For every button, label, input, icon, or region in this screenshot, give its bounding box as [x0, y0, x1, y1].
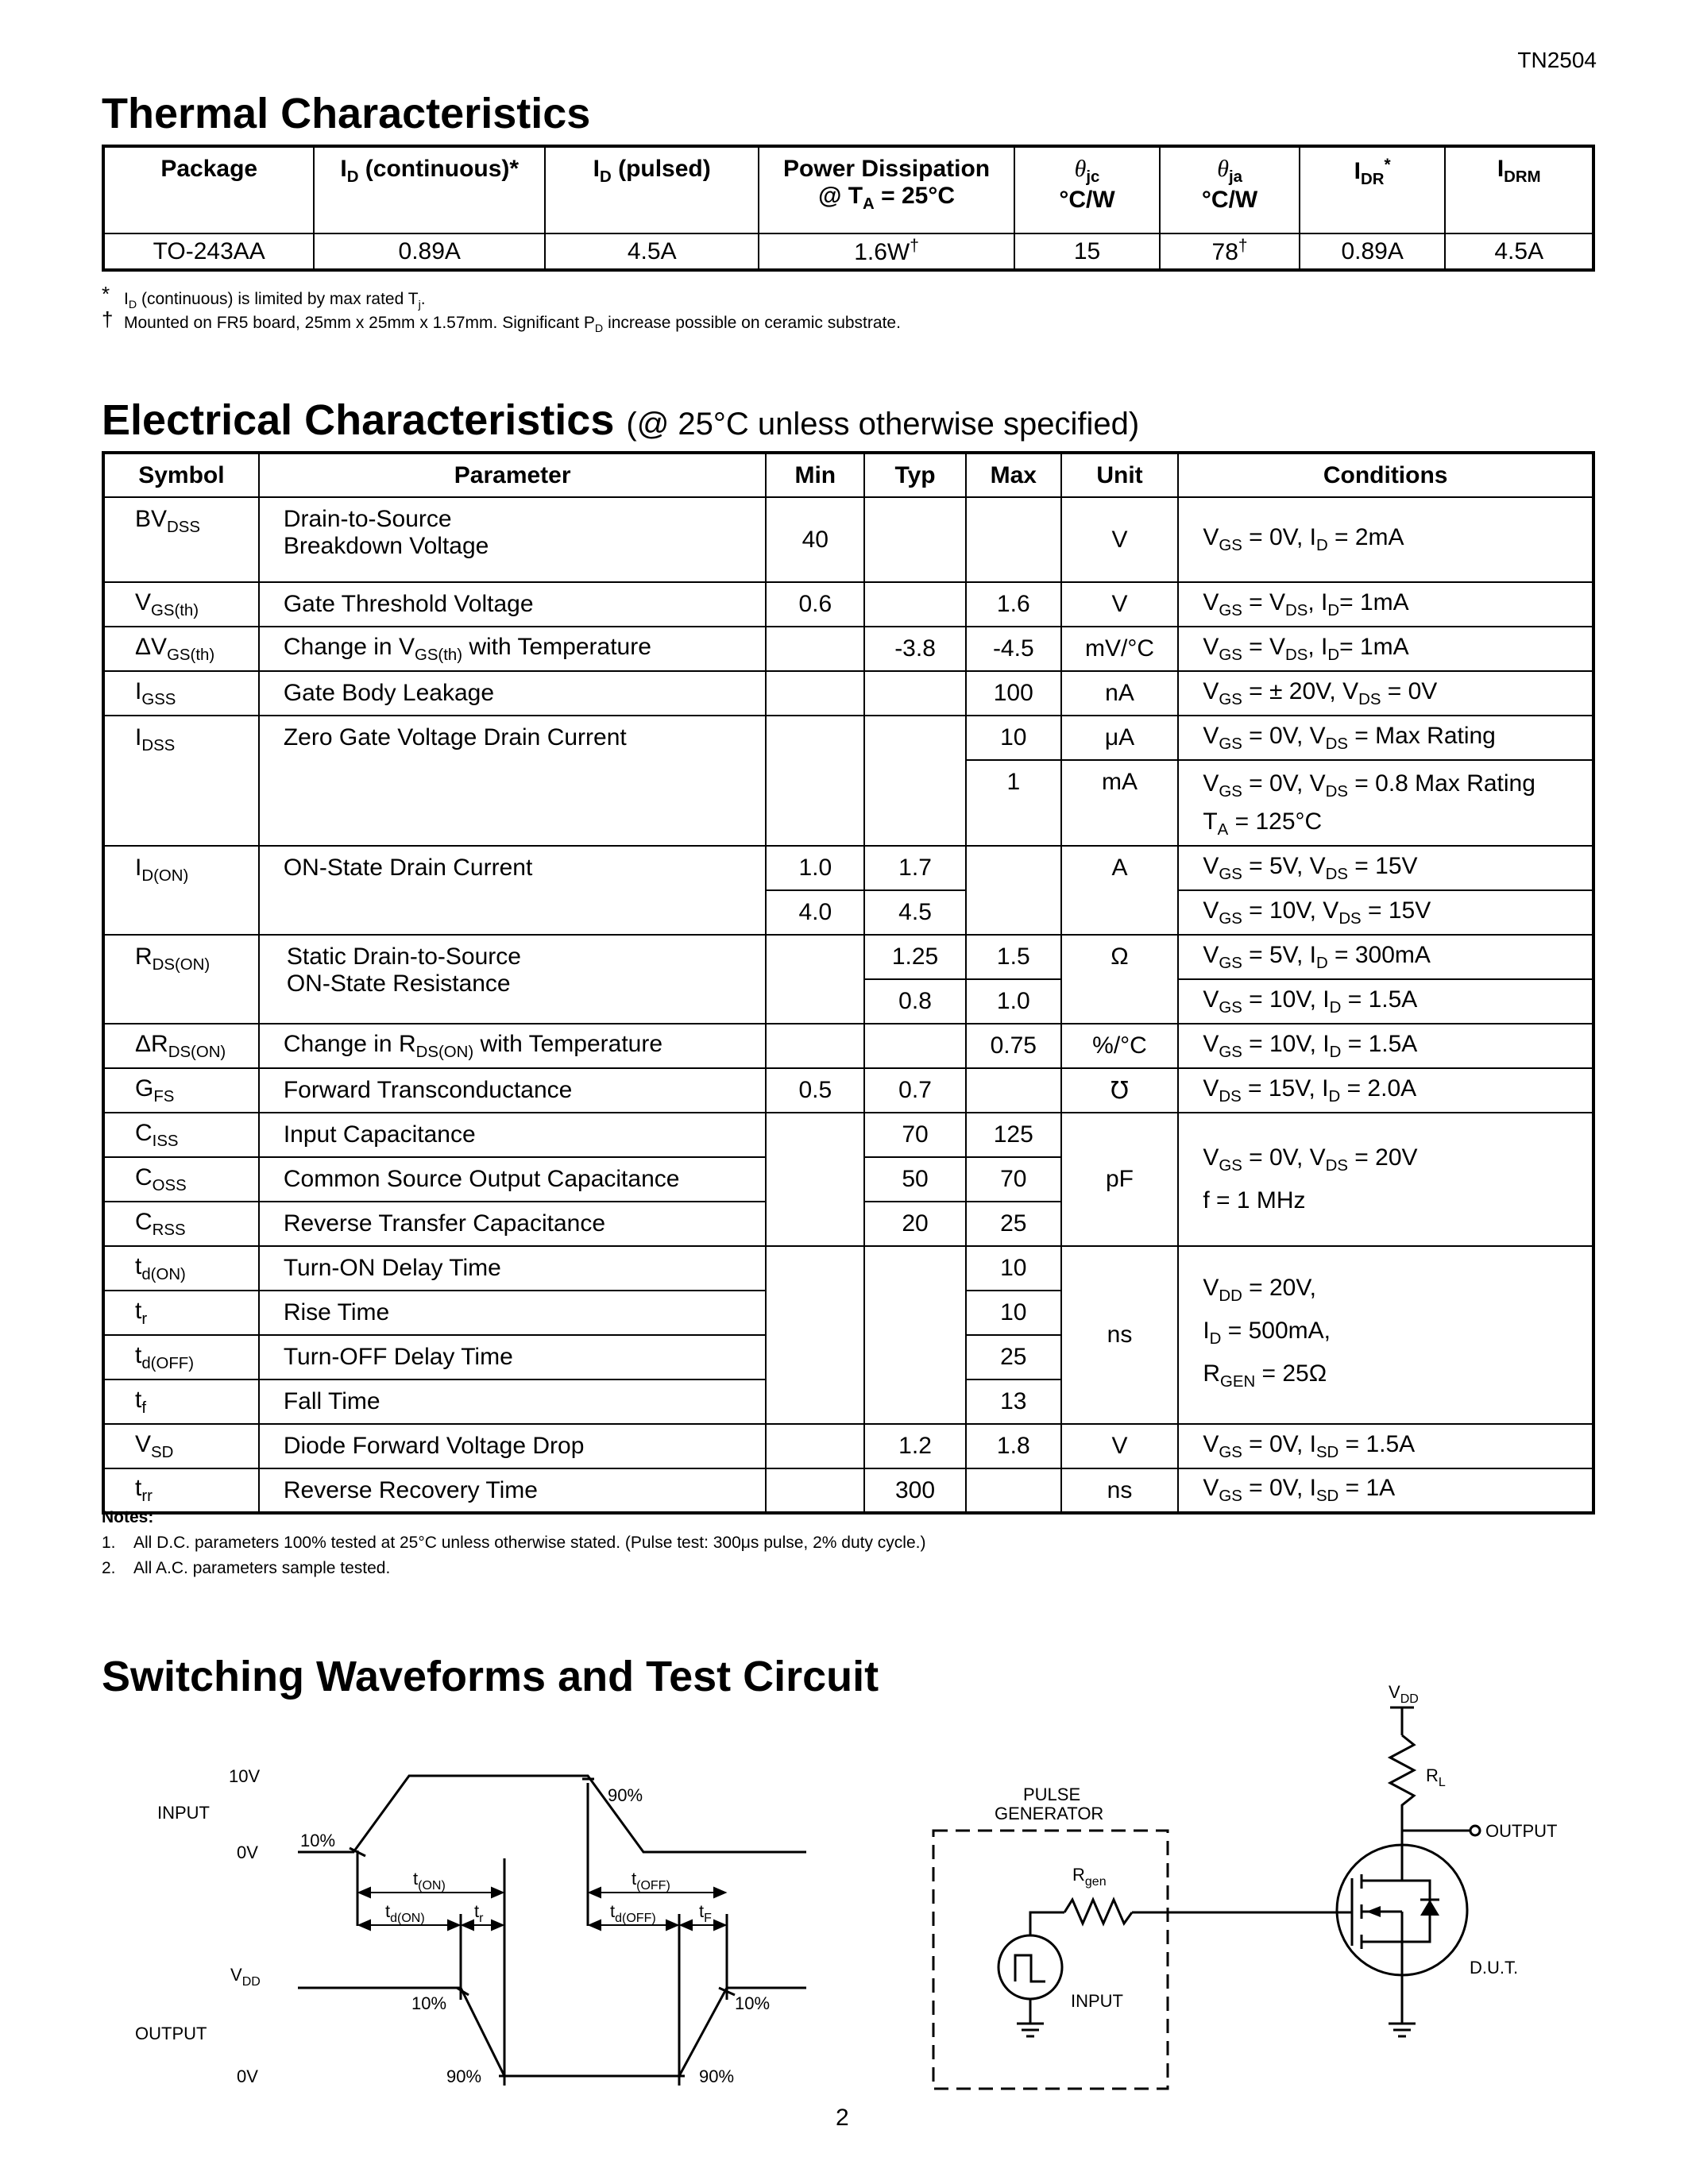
unit-gfs: ℧ [1061, 1068, 1179, 1113]
label-t-off: $t_{(OFF)}$ [632, 1869, 670, 1893]
label-90pct-out-l: 90% [446, 2066, 482, 2086]
typ-drdson [864, 1024, 966, 1068]
cond-idss-1: $V_{GS} = 0V$, $V_{DS}$ = Max Rating [1178, 716, 1593, 760]
min-cap [766, 1113, 864, 1246]
max-bvdss [966, 497, 1061, 582]
label-vdd-wave: $V_{DD}$ [230, 1965, 261, 1989]
sym-gfs: $G_{FS}$ [103, 1068, 259, 1113]
sym-bvdss: $BV_{DSS}$ [103, 497, 259, 582]
note-1: 1. All D.C. parameters 100% tested at 25°C unless otherwise stated. (Pulse test: 300μs pulse, 2% duty cycle.) [102, 1534, 926, 1552]
param-coss: Common Source Output Capacitance [259, 1157, 767, 1202]
th-idr: $I_{DR}^*$ [1300, 146, 1446, 233]
label-10v: 10V [229, 1766, 261, 1786]
label-pulse: PULSE [1023, 1785, 1081, 1804]
row-trr [103, 1468, 1593, 1513]
label-10pct-in: 10% [300, 1831, 336, 1850]
th-unit: Unit [1061, 453, 1179, 497]
label-90pct-in: 90% [608, 1785, 643, 1805]
rl-resistor [1390, 1735, 1414, 1831]
param-idon: ON-State Drain Current [259, 846, 767, 935]
th-max: Max [966, 453, 1061, 497]
electrical-subtitle: (@ 25°C unless otherwise specified) [626, 407, 1140, 442]
unit-cap: pF [1061, 1113, 1179, 1246]
row-ciss [103, 1113, 1593, 1157]
typ-rdson-1: 1.25 [864, 935, 966, 979]
param-dvgsth: Change in $V_{GS(th)}$ with Temperature [259, 627, 767, 671]
row-idon-1 [103, 846, 1593, 890]
unit-idss-1: μA [1061, 716, 1179, 760]
sym-idon: $I_{D(ON)}$ [103, 846, 259, 935]
sym-dvgsth: $\Delta V_{GS(th)}$ [103, 627, 259, 671]
cond-vgsth: $V_{GS} = V_{DS}$, $I_D= 1mA$ [1178, 582, 1593, 627]
typ-gfs: 0.7 [864, 1068, 966, 1113]
th-theta-jc: $\theta_{jc}$ °C/W [1014, 146, 1161, 233]
cond-idon-1: $V_{GS} = 5V$, $V_{DS} = 15V$ [1178, 846, 1593, 890]
sym-trr: $t_{rr}$ [103, 1468, 259, 1513]
unit-idss-2: mA [1061, 760, 1179, 846]
typ-idon-1: 1.7 [864, 846, 966, 890]
param-crss: Reverse Transfer Capacitance [259, 1202, 767, 1246]
thermal-footnote-2: † Mounted on FR5 board, 25mm x 25mm x 1.57mm. Significant $P_D$ increase possible on ceramic substrate. [102, 307, 901, 336]
max-tr: 10 [966, 1291, 1061, 1335]
cond-gfs: $V_{DS} = 15V$, $I_D = 2.0A$ [1178, 1068, 1593, 1113]
typ-coss: 50 [864, 1157, 966, 1202]
td-idrm: 4.5A [1445, 233, 1593, 270]
row-dvgsth [103, 627, 1593, 671]
min-bvdss: 40 [766, 497, 864, 582]
cond-igss: $V_{GS}$ = ± 20V, $V_{DS} = 0V$ [1178, 671, 1593, 716]
sym-tf: $t_f$ [103, 1379, 259, 1424]
max-drdson: 0.75 [966, 1024, 1061, 1068]
max-tdoff: 25 [966, 1335, 1061, 1379]
typ-igss [864, 671, 966, 716]
label-0v-top: 0V [237, 1843, 258, 1862]
th-id-pulsed: $I_D$ (pulsed) [545, 146, 759, 233]
max-tdon: 10 [966, 1246, 1061, 1291]
row-idss-1 [103, 716, 1593, 760]
cond-bvdss: $V_{GS} = 0V$, $I_D = 2mA$ [1178, 497, 1593, 582]
td-id-pulsed: 4.5A [545, 233, 759, 270]
label-10pct-out-r: 10% [735, 1993, 771, 2013]
row-gfs [103, 1068, 1593, 1113]
rgen-resistor [1064, 1900, 1132, 1924]
max-trr [966, 1468, 1061, 1513]
thermal-footnote-1: * $I_D$ (continuous) is limited by max rated $T_j$. [102, 282, 426, 312]
td-power-dissipation: 1.6W† [759, 233, 1014, 270]
min-gfs: 0.5 [766, 1068, 864, 1113]
sym-rdson: $R_{DS(ON)}$ [103, 935, 259, 1024]
row-rdson-1 [103, 935, 1593, 979]
typ-vgsth [864, 582, 966, 627]
th-package: Package [103, 146, 314, 233]
pulse-generator-box [933, 1831, 1168, 2089]
electrical-header-row [103, 453, 1593, 497]
param-drdson: Change in $R_{DS(ON)}$ with Temperature [259, 1024, 767, 1068]
sym-tdon: $t_{d(ON)}$ [103, 1246, 259, 1291]
row-vsd [103, 1424, 1593, 1468]
min-idss [766, 716, 864, 846]
notes-title: Notes: [102, 1508, 154, 1526]
sym-vgsth: $V_{GS(th)}$ [103, 582, 259, 627]
param-vgsth: Gate Threshold Voltage [259, 582, 767, 627]
th-symbol: Symbol [103, 453, 259, 497]
param-bvdss: Drain-to-Source Breakdown Voltage [259, 497, 767, 582]
param-vsd: Diode Forward Voltage Drop [259, 1424, 767, 1468]
min-idon-1: 1.0 [766, 846, 864, 890]
label-input-wave: INPUT [157, 1803, 210, 1823]
unit-vsd: V [1061, 1424, 1179, 1468]
sym-tr: $t_r$ [103, 1291, 259, 1335]
max-vgsth: 1.6 [966, 582, 1061, 627]
sym-idss: $I_{DSS}$ [103, 716, 259, 846]
typ-idon-2: 4.5 [864, 890, 966, 935]
max-idon [966, 846, 1061, 935]
min-vgsth: 0.6 [766, 582, 864, 627]
electrical-title: Electrical Characteristics (@ 25°C unless otherwise specified) [102, 396, 1140, 444]
max-coss: 70 [966, 1157, 1061, 1202]
row-bvdss [103, 497, 1593, 582]
th-parameter: Parameter [259, 453, 767, 497]
sym-vsd: $V_{SD}$ [103, 1424, 259, 1468]
max-igss: 100 [966, 671, 1061, 716]
cond-vsd: $V_{GS} = 0V$, $I_{SD} = 1.5A$ [1178, 1424, 1593, 1468]
sym-coss: $C_{OSS}$ [103, 1157, 259, 1202]
max-ciss: 125 [966, 1113, 1061, 1157]
param-igss: Gate Body Leakage [259, 671, 767, 716]
param-trr: Reverse Recovery Time [259, 1468, 767, 1513]
thermal-table [102, 145, 1595, 272]
sym-crss: $C_{RSS}$ [103, 1202, 259, 1246]
unit-trr: ns [1061, 1468, 1179, 1513]
td-id-continuous: 0.89A [314, 233, 545, 270]
th-min: Min [766, 453, 864, 497]
th-conditions: Conditions [1178, 453, 1593, 497]
cond-idss-2: $V_{GS} = 0V$, $V_{DS} = 0.8$ Max Rating $T_A = 125^\circ C$ [1178, 760, 1593, 846]
max-tf: 13 [966, 1379, 1061, 1424]
label-output-circuit: OUTPUT [1485, 1821, 1558, 1841]
switching-title: Switching Waveforms and Test Circuit [102, 1653, 879, 1700]
typ-ciss: 70 [864, 1113, 966, 1157]
unit-igss: nA [1061, 671, 1179, 716]
page-number: 2 [836, 2105, 849, 2131]
unit-sw: ns [1061, 1246, 1179, 1424]
note-2: 2. All A.C. parameters sample tested. [102, 1559, 391, 1577]
unit-rdson: Ω [1061, 935, 1179, 1024]
max-vsd: 1.8 [966, 1424, 1061, 1468]
cond-cap: $V_{GS} = 0V$, $V_{DS} = 20V$ f = 1 MHz [1178, 1113, 1593, 1246]
min-vsd [766, 1424, 864, 1468]
label-dut: D.U.T. [1470, 1958, 1519, 1978]
unit-bvdss: V [1061, 497, 1179, 582]
min-sw [766, 1246, 864, 1424]
td-theta-ja: 78† [1160, 233, 1300, 270]
row-vgsth [103, 582, 1593, 627]
param-rdson: Static Drain-to-Source ON-State Resistance [259, 935, 767, 1024]
cond-sw: $V_{DD} = 20V$, $I_D = 500mA$, $R_{GEN} = 25\Omega$ [1178, 1246, 1593, 1424]
unit-idon: A [1061, 846, 1179, 935]
min-idon-2: 4.0 [766, 890, 864, 935]
unit-dvgsth: mV/°C [1061, 627, 1179, 671]
typ-idss [864, 716, 966, 846]
param-gfs: Forward Transconductance [259, 1068, 767, 1113]
typ-dvgsth: -3.8 [864, 627, 966, 671]
label-td-off: $t_{d(OFF)}$ [610, 1901, 656, 1925]
unit-vgsth: V [1061, 582, 1179, 627]
max-dvgsth: -4.5 [966, 627, 1061, 671]
min-trr [766, 1468, 864, 1513]
th-theta-ja: $\theta_{ja}$ °C/W [1160, 146, 1300, 233]
label-t-on: $t_{(ON)}$ [413, 1869, 446, 1893]
label-rl: $R_L$ [1426, 1765, 1446, 1789]
typ-trr: 300 [864, 1468, 966, 1513]
sym-ciss: $C_{ISS}$ [103, 1113, 259, 1157]
label-0v-bot: 0V [237, 2066, 258, 2086]
min-igss [766, 671, 864, 716]
thermal-header-row [103, 146, 1593, 233]
max-gfs [966, 1068, 1061, 1113]
unit-drdson: %/°C [1061, 1024, 1179, 1068]
label-output-wave: OUTPUT [135, 2024, 207, 2043]
typ-sw [864, 1246, 966, 1424]
electrical-table [102, 451, 1595, 1515]
label-input-circuit: INPUT [1071, 1991, 1123, 2011]
typ-bvdss [864, 497, 966, 582]
min-drdson [766, 1024, 864, 1068]
cond-dvgsth: $V_{GS} = V_{DS}$, $I_D= 1mA$ [1178, 627, 1593, 671]
cond-trr: $V_{GS} = 0V$, $I_{SD} = 1A$ [1178, 1468, 1593, 1513]
td-package: TO-243AA [103, 233, 314, 270]
switching-diagram [0, 1668, 1688, 2113]
label-td-on: $t_{d(ON)}$ [385, 1901, 425, 1925]
thermal-title: Thermal Characteristics [102, 90, 591, 137]
label-vdd-circuit: $V_{DD}$ [1389, 1682, 1419, 1706]
td-idr: 0.89A [1300, 233, 1446, 270]
row-igss [103, 671, 1593, 716]
label-tr: $t_r$ [474, 1901, 484, 1925]
output-waveform [298, 1988, 806, 2076]
sym-drdson: $\Delta R_{DS(ON)}$ [103, 1024, 259, 1068]
td-theta-jc: 15 [1014, 233, 1161, 270]
param-tf: Fall Time [259, 1379, 767, 1424]
param-tdoff: Turn-OFF Delay Time [259, 1335, 767, 1379]
min-dvgsth [766, 627, 864, 671]
param-tdon: Turn-ON Delay Time [259, 1246, 767, 1291]
sym-tdoff: $t_{d(OFF)}$ [103, 1335, 259, 1379]
label-90pct-out-r: 90% [699, 2066, 735, 2086]
cond-rdson-1: $V_{GS} = 5V$, $I_D = 300mA$ [1178, 935, 1593, 979]
row-drdson [103, 1024, 1593, 1068]
label-rgen: $R_{gen}$ [1072, 1865, 1107, 1889]
row-tdon [103, 1246, 1593, 1291]
th-typ: Typ [864, 453, 966, 497]
input-waveform [298, 1776, 806, 1852]
max-rdson-1: 1.5 [966, 935, 1061, 979]
max-idss-1: 10 [966, 716, 1061, 760]
th-power-dissipation: Power Dissipation @ $T_A = 25^\circ C$ [759, 146, 1014, 233]
label-generator: GENERATOR [995, 1804, 1104, 1823]
cond-idon-2: $V_{GS} = 10V$, $V_{DS} = 15V$ [1178, 890, 1593, 935]
cond-drdson: $V_{GS} = 10V$, $I_D = 1.5A$ [1178, 1024, 1593, 1068]
cond-rdson-2: $V_{GS} = 10V$, $I_D = 1.5A$ [1178, 979, 1593, 1024]
th-idrm: $I_{DRM}$ [1445, 146, 1593, 233]
min-rdson [766, 935, 864, 1024]
thermal-data-row [103, 233, 1593, 270]
param-idss: Zero Gate Voltage Drain Current [259, 716, 767, 846]
th-id-continuous: $I_D$ (continuous)* [314, 146, 545, 233]
param-ciss: Input Capacitance [259, 1113, 767, 1157]
typ-crss: 20 [864, 1202, 966, 1246]
typ-vsd: 1.2 [864, 1424, 966, 1468]
typ-rdson-2: 0.8 [864, 979, 966, 1024]
max-rdson-2: 1.0 [966, 979, 1061, 1024]
part-number: TN2504 [1517, 48, 1597, 72]
label-tf: $t_F$ [699, 1901, 712, 1925]
param-tr: Rise Time [259, 1291, 767, 1335]
max-idss-2: 1 [966, 760, 1061, 846]
max-crss: 25 [966, 1202, 1061, 1246]
sym-igss: $I_{GSS}$ [103, 671, 259, 716]
label-10pct-out-l: 10% [411, 1993, 447, 2013]
